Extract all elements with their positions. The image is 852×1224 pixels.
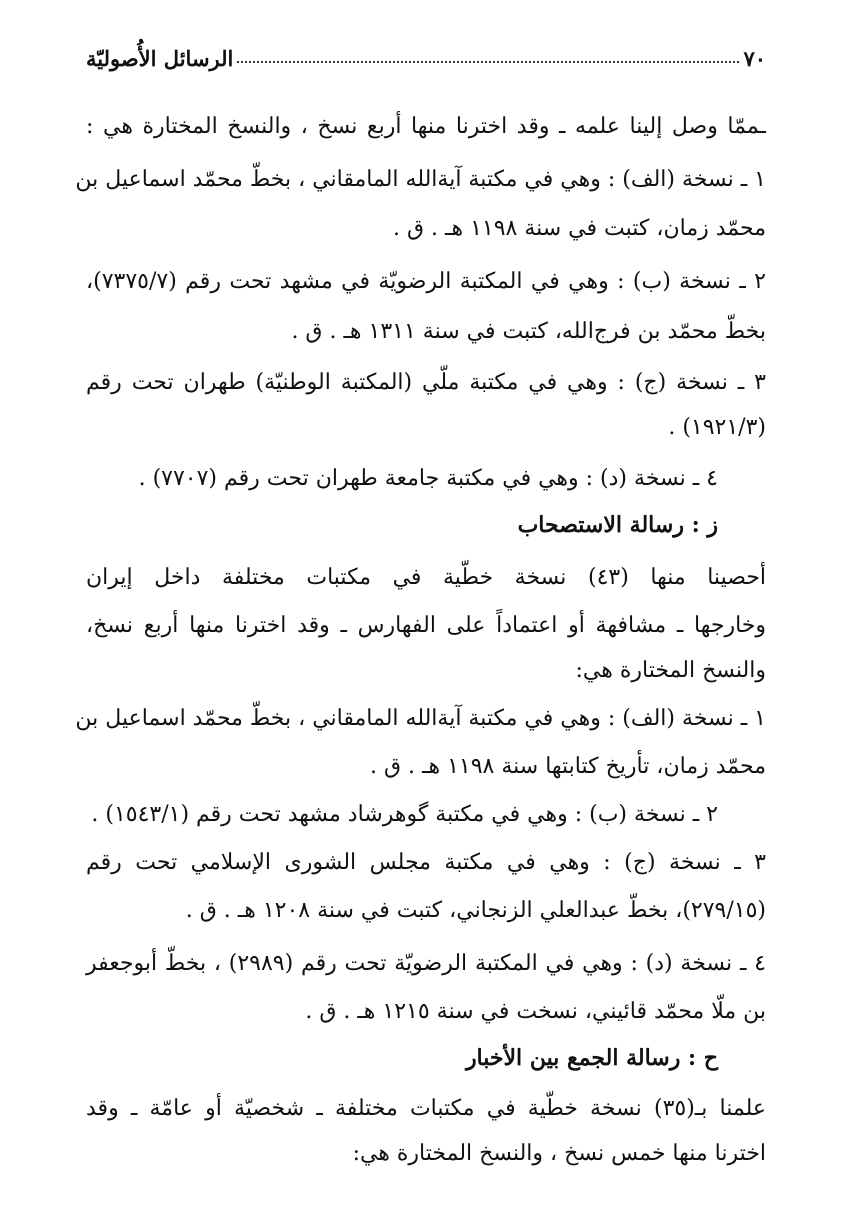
text-line: وخارجها ـ مشافهة أو اعتماداً على الفهارس ـ وقد اخترنا منها أربع نسخ،	[86, 613, 766, 638]
text-line: ٢ ـ نسخة (ب) : وهي في مكتبة گوهرشاد مشهد تحت رقم (١٥٤٣/١) .	[91, 802, 718, 827]
text-line: بن ملّا محمّد قائيني، نسخت في سنة ١٢١٥ هـ . ق .	[305, 999, 766, 1024]
page-number: ٧٠	[743, 45, 766, 71]
text-line: ٣ ـ نسخة (ج) : وهي في مكتبة مجلس الشورى الإسلامي تحت رقم	[86, 850, 766, 875]
text-line: والنسخ المختارة هي:	[575, 658, 766, 683]
text-line: اخترنا منها خمس نسخ ، والنسخ المختارة هي:	[352, 1141, 766, 1166]
text-line: ٤ ـ نسخة (د) : وهي في مكتبة جامعة طهران تحت رقم (٧٧٠٧) .	[138, 466, 718, 491]
text-line: (٢٧٩/١٥)، بخطّ عبدالعلي الزنجاني، كتبت في سنة ١٢٠٨ هـ . ق .	[185, 898, 766, 923]
text-line: بخطّ محمّد بن فرج‌الله، كتبت في سنة ١٣١١ هـ . ق .	[291, 319, 766, 344]
text-line: محمّد زمان، تأريخ كتابتها سنة ١١٩٨ هـ . ق .	[370, 754, 766, 779]
text-line: ٤ ـ نسخة (د) : وهي في المكتبة الرضويّة تحت رقم (٢٩٨٩) ، بخطّ أبوجعفر	[86, 951, 766, 976]
text-line: (١٩٢١/٣) .	[668, 415, 766, 440]
text-line: ١ ـ نسخة (الف) : وهي في مكتبة آيةالله المامقاني ، بخطّ محمّد اسماعيل بن	[75, 706, 766, 731]
section-heading: ز : رسالة الاستصحاب	[517, 512, 718, 538]
text-line: ٣ ـ نسخة (ج) : وهي في مكتبة ملّي (المكتبة الوطنيّة) طهران تحت رقم	[86, 370, 766, 395]
page-header	[86, 38, 766, 78]
text-line: علمنا بـ(٣٥) نسخة خطّية في مكتبات مختلفة ـ شخصيّة أو عامّة ـ وقد	[86, 1096, 767, 1121]
text-line: ٢ ـ نسخة (ب) : وهي في المكتبة الرضويّة في مشهد تحت رقم (٧٣٧٥/٧)،	[86, 269, 766, 294]
text-line: أحصينا منها (٤٣) نسخة خطّية في مكتبات مختلفة داخل إيران	[86, 565, 766, 590]
text-line: ـممّا وصل إلينا علمه ـ وقد اخترنا منها أربع نسخ ، والنسخ المختارة هي :	[86, 114, 766, 139]
header-dotted-leader	[237, 61, 739, 63]
text-line: محمّد زمان، كتبت في سنة ١١٩٨ هـ . ق .	[392, 216, 766, 241]
text-line: ١ ـ نسخة (الف) : وهي في مكتبة آيةالله المامقاني ، بخطّ محمّد اسماعيل بن	[75, 167, 766, 192]
running-title: الرسائل الأُصوليّة	[86, 45, 234, 71]
section-heading: ح : رسالة الجمع بين الأخبار	[465, 1045, 718, 1071]
